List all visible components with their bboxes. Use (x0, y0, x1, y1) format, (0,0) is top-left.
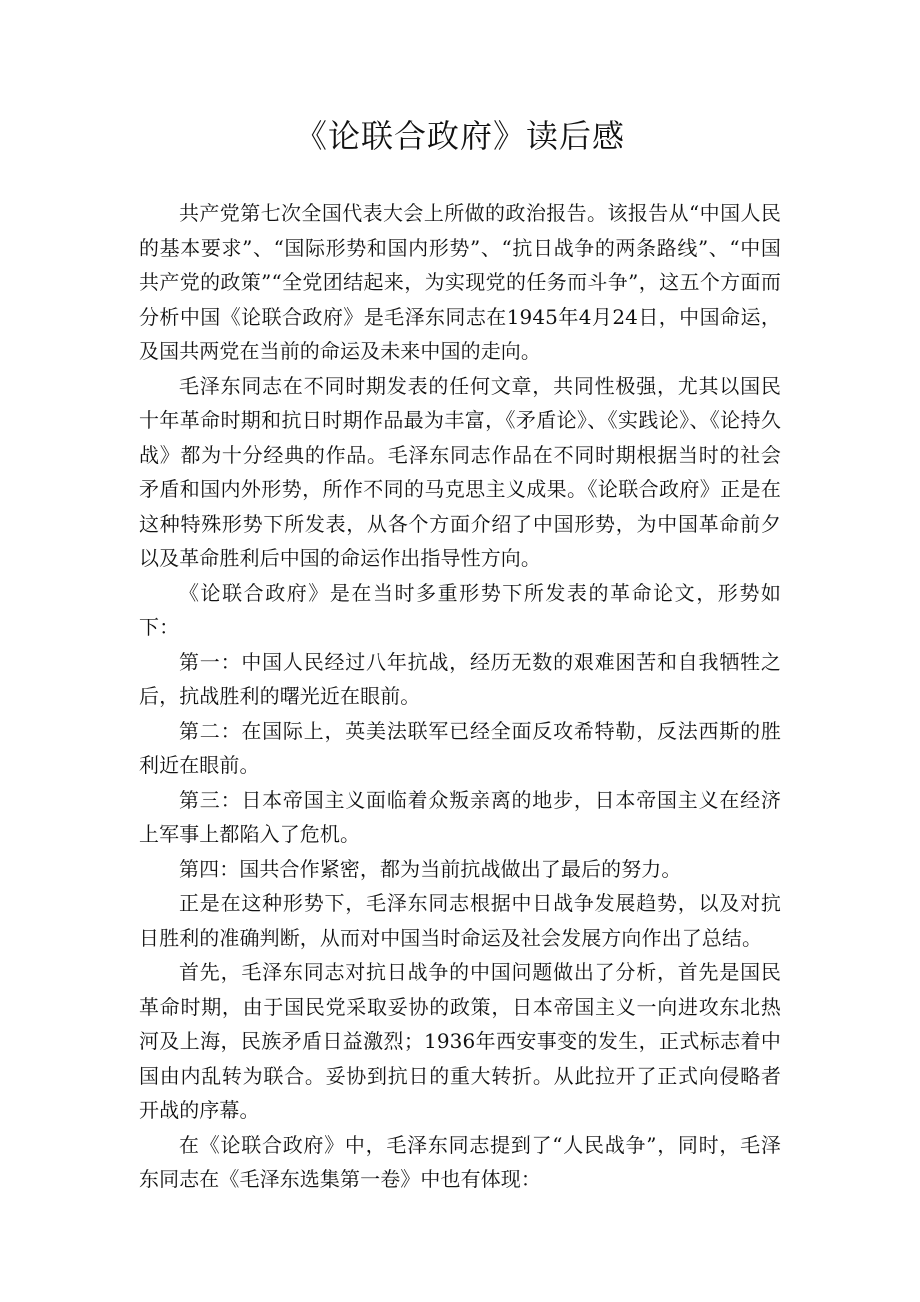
paragraph-9: 首先，毛泽东同志对抗日战争的中国问题做出了分析，首先是国民革命时期，由于国民党采取妥协的政策，日本帝国主义一向进攻东北热河及上海，民族矛盾日益激烈；1936年西安事变的发生，正式标志着中国由内乱转为联合。妥协到抗日的重大转折。从此拉开了正式向侵略者开战的序幕。 (139, 960, 781, 1122)
paragraph-8: 正是在这种形势下，毛泽东同志根据中日战争发展趋势，以及对抗日胜利的准确判断，从而对中国当时命运及社会发展方向作出了总结。 (139, 891, 781, 950)
document-body (139, 196, 781, 1197)
paragraph-4: 第一：中国人民经过八年抗战，经历无数的艰难困苦和自我牺牲之后，抗战胜利的曙光近在眼前。 (139, 649, 781, 708)
paragraph-2: 毛泽东同志在不同时期发表的任何文章，共同性极强，尤其以国民十年革命时期和抗日时期作品最为丰富，《矛盾论》、《实践论》、《论持久战》都为十分经典的作品。毛泽东同志作品在不同时期根据当时的社会矛盾和国内外形势，所作不同的马克思主义成果。《论联合政府》正是在这种特殊形势下所发表，从各个方面介绍了中国形势，为中国革命前夕以及革命胜利后中国的命运作出指导性方向。 (139, 373, 781, 570)
paragraph-3: 《论联合政府》是在当时多重形势下所发表的革命论文，形势如下： (139, 580, 781, 639)
paragraph-1: 共产党第七次全国代表大会上所做的政治报告。该报告从“中国人民的基本要求”、“国际形势和国内形势”、“抗日战争的两条路线”、“中国共产党的政策”“全党团结起来，为实现党的任务而斗争”，这五个方面而分析中国《论联合政府》是毛泽东同志在1945年4月24日，中国命运，及国共两党在当前的命运及未来中国的走向。 (139, 201, 781, 363)
paragraph-7: 第四：国共合作紧密，都为当前抗战做出了最后的努力。 (179, 856, 682, 881)
paragraph-6: 第三：日本帝国主义面临着众叛亲离的地步，日本帝国主义在经济上军事上都陷入了危机。 (139, 787, 781, 846)
document-title: 《论联合政府》读后感 (294, 117, 625, 155)
paragraph-10: 在《论联合政府》中，毛泽东同志提到了“人民战争”，同时，毛泽东同志在《毛泽东选集第一卷》中也有体现： (139, 1132, 781, 1191)
paragraph-5: 第二：在国际上，英美法联军已经全面反攻希特勒，反法西斯的胜利近在眼前。 (139, 718, 781, 777)
